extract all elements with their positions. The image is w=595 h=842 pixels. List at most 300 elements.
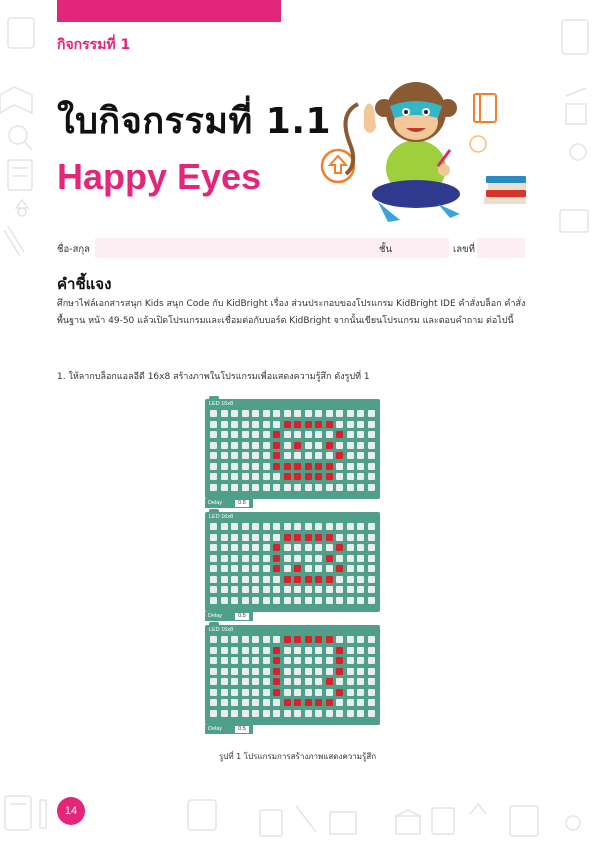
led-cell-off[interactable] <box>263 647 270 654</box>
led-cell-off[interactable] <box>210 431 217 438</box>
led-cell-off[interactable] <box>294 689 301 696</box>
led-cell-off[interactable] <box>315 689 322 696</box>
led-cell-off[interactable] <box>347 597 354 604</box>
led-cell-off[interactable] <box>284 668 291 675</box>
led-cell-off[interactable] <box>252 647 259 654</box>
led-cell-on[interactable] <box>315 421 322 428</box>
led-cell-off[interactable] <box>315 678 322 685</box>
led-cell-off[interactable] <box>357 523 364 530</box>
led-cell-off[interactable] <box>263 431 270 438</box>
led-cell-off[interactable] <box>336 484 343 491</box>
led-cell-off[interactable] <box>315 452 322 459</box>
led-cell-off[interactable] <box>368 597 375 604</box>
led-cell-off[interactable] <box>368 523 375 530</box>
led-cell-off[interactable] <box>326 431 333 438</box>
led-cell-off[interactable] <box>347 657 354 664</box>
led-cell-off[interactable] <box>273 636 280 643</box>
led-cell-on[interactable] <box>273 463 280 470</box>
led-cell-off[interactable] <box>221 555 228 562</box>
led-cell-off[interactable] <box>315 586 322 593</box>
led-cell-off[interactable] <box>210 689 217 696</box>
led-cell-off[interactable] <box>221 647 228 654</box>
led-cell-off[interactable] <box>347 699 354 706</box>
led-cell-off[interactable] <box>242 534 249 541</box>
led-cell-off[interactable] <box>336 699 343 706</box>
led-cell-off[interactable] <box>305 668 312 675</box>
led-cell-off[interactable] <box>347 544 354 551</box>
led-cell-on[interactable] <box>305 534 312 541</box>
led-cell-off[interactable] <box>305 431 312 438</box>
led-cell-off[interactable] <box>357 555 364 562</box>
led-cell-off[interactable] <box>368 431 375 438</box>
led-cell-on[interactable] <box>326 699 333 706</box>
led-cell-off[interactable] <box>242 699 249 706</box>
led-cell-off[interactable] <box>263 463 270 470</box>
led-cell-off[interactable] <box>347 555 354 562</box>
led-cell-off[interactable] <box>357 699 364 706</box>
led-cell-off[interactable] <box>284 565 291 572</box>
led-cell-off[interactable] <box>242 431 249 438</box>
led-cell-off[interactable] <box>368 668 375 675</box>
led-cell-off[interactable] <box>231 597 238 604</box>
led-cell-off[interactable] <box>273 699 280 706</box>
led-cell-off[interactable] <box>315 657 322 664</box>
led-cell-on[interactable] <box>294 463 301 470</box>
led-cell-off[interactable] <box>242 668 249 675</box>
led-cell-off[interactable] <box>231 452 238 459</box>
led-cell-on[interactable] <box>284 463 291 470</box>
led-cell-off[interactable] <box>231 565 238 572</box>
led-cell-on[interactable] <box>336 689 343 696</box>
led-cell-off[interactable] <box>242 544 249 551</box>
led-cell-on[interactable] <box>315 576 322 583</box>
led-cell-off[interactable] <box>315 442 322 449</box>
led-cell-off[interactable] <box>357 657 364 664</box>
led-cell-off[interactable] <box>305 657 312 664</box>
led-cell-on[interactable] <box>294 442 301 449</box>
led-cell-off[interactable] <box>221 710 228 717</box>
led-cell-off[interactable] <box>305 689 312 696</box>
led-cell-on[interactable] <box>315 463 322 470</box>
delay-block[interactable] <box>205 725 253 734</box>
led-cell-off[interactable] <box>368 442 375 449</box>
led-cell-off[interactable] <box>273 421 280 428</box>
led-cell-on[interactable] <box>326 534 333 541</box>
led-cell-off[interactable] <box>294 555 301 562</box>
led-cell-on[interactable] <box>273 647 280 654</box>
led-cell-off[interactable] <box>263 576 270 583</box>
led-cell-off[interactable] <box>221 442 228 449</box>
led-cell-off[interactable] <box>252 689 259 696</box>
led-cell-on[interactable] <box>315 473 322 480</box>
led-cell-off[interactable] <box>221 410 228 417</box>
led-cell-off[interactable] <box>242 565 249 572</box>
led-cell-off[interactable] <box>347 473 354 480</box>
led-cell-off[interactable] <box>368 636 375 643</box>
led-cell-off[interactable] <box>326 710 333 717</box>
led-cell-off[interactable] <box>326 484 333 491</box>
led-cell-off[interactable] <box>242 586 249 593</box>
led-cell-off[interactable] <box>284 484 291 491</box>
led-cell-off[interactable] <box>231 473 238 480</box>
led-cell-off[interactable] <box>242 636 249 643</box>
led-cell-off[interactable] <box>315 647 322 654</box>
led-cell-on[interactable] <box>273 657 280 664</box>
led-cell-off[interactable] <box>368 647 375 654</box>
led-cell-off[interactable] <box>368 710 375 717</box>
led-cell-off[interactable] <box>221 534 228 541</box>
led-cell-off[interactable] <box>315 431 322 438</box>
led-cell-off[interactable] <box>210 597 217 604</box>
led-cell-off[interactable] <box>242 678 249 685</box>
led-cell-off[interactable] <box>273 710 280 717</box>
led-cell-off[interactable] <box>347 534 354 541</box>
led-cell-on[interactable] <box>294 576 301 583</box>
led-cell-on[interactable] <box>336 544 343 551</box>
led-cell-off[interactable] <box>336 555 343 562</box>
led-cell-off[interactable] <box>347 484 354 491</box>
led-cell-on[interactable] <box>326 463 333 470</box>
led-cell-off[interactable] <box>263 421 270 428</box>
led-cell-off[interactable] <box>221 523 228 530</box>
led-cell-on[interactable] <box>284 699 291 706</box>
led-cell-off[interactable] <box>294 431 301 438</box>
led-block-2[interactable] <box>205 512 380 619</box>
led-cell-off[interactable] <box>242 484 249 491</box>
led-cell-off[interactable] <box>210 565 217 572</box>
led-cell-off[interactable] <box>210 544 217 551</box>
class-field[interactable] <box>397 238 449 258</box>
led-cell-off[interactable] <box>242 689 249 696</box>
led-cell-on[interactable] <box>294 473 301 480</box>
led-cell-off[interactable] <box>326 597 333 604</box>
led-cell-off[interactable] <box>231 647 238 654</box>
led-cell-off[interactable] <box>284 442 291 449</box>
led-cell-off[interactable] <box>336 523 343 530</box>
led-cell-on[interactable] <box>273 544 280 551</box>
led-cell-off[interactable] <box>326 544 333 551</box>
led-cell-on[interactable] <box>273 452 280 459</box>
led-cell-off[interactable] <box>221 689 228 696</box>
led-cell-off[interactable] <box>252 636 259 643</box>
led-cell-on[interactable] <box>294 565 301 572</box>
led-cell-off[interactable] <box>252 421 259 428</box>
led-cell-on[interactable] <box>326 442 333 449</box>
led-cell-off[interactable] <box>357 710 364 717</box>
led-cell-off[interactable] <box>336 636 343 643</box>
led-cell-off[interactable] <box>294 657 301 664</box>
led-cell-off[interactable] <box>315 597 322 604</box>
led-cell-off[interactable] <box>263 710 270 717</box>
led-cell-off[interactable] <box>284 710 291 717</box>
led-cell-on[interactable] <box>294 534 301 541</box>
led-cell-off[interactable] <box>231 689 238 696</box>
led-cell-off[interactable] <box>336 410 343 417</box>
led-cell-on[interactable] <box>284 473 291 480</box>
led-cell-off[interactable] <box>221 473 228 480</box>
led-cell-off[interactable] <box>368 586 375 593</box>
led-cell-off[interactable] <box>210 710 217 717</box>
led-cell-off[interactable] <box>263 484 270 491</box>
led-cell-on[interactable] <box>315 636 322 643</box>
led-cell-off[interactable] <box>231 523 238 530</box>
led-cell-off[interactable] <box>357 668 364 675</box>
led-cell-off[interactable] <box>231 410 238 417</box>
led-cell-off[interactable] <box>315 523 322 530</box>
led-cell-on[interactable] <box>273 668 280 675</box>
led-cell-on[interactable] <box>294 699 301 706</box>
led-cell-on[interactable] <box>273 689 280 696</box>
led-cell-off[interactable] <box>336 710 343 717</box>
delay-value-input[interactable]: 0.5 <box>235 613 249 620</box>
led-cell-off[interactable] <box>357 452 364 459</box>
led-grid[interactable] <box>210 523 375 604</box>
led-cell-off[interactable] <box>305 484 312 491</box>
led-cell-off[interactable] <box>242 597 249 604</box>
led-cell-off[interactable] <box>210 523 217 530</box>
led-cell-off[interactable] <box>336 442 343 449</box>
led-cell-off[interactable] <box>252 565 259 572</box>
led-cell-off[interactable] <box>305 544 312 551</box>
led-cell-on[interactable] <box>305 576 312 583</box>
led-cell-on[interactable] <box>336 565 343 572</box>
led-cell-off[interactable] <box>242 410 249 417</box>
led-cell-on[interactable] <box>294 421 301 428</box>
led-cell-off[interactable] <box>305 410 312 417</box>
led-cell-off[interactable] <box>326 668 333 675</box>
led-cell-off[interactable] <box>368 534 375 541</box>
led-cell-off[interactable] <box>221 565 228 572</box>
led-cell-off[interactable] <box>357 473 364 480</box>
led-cell-off[interactable] <box>294 710 301 717</box>
led-cell-on[interactable] <box>326 636 333 643</box>
led-cell-off[interactable] <box>357 534 364 541</box>
led-cell-off[interactable] <box>305 647 312 654</box>
led-cell-off[interactable] <box>263 534 270 541</box>
led-cell-off[interactable] <box>315 544 322 551</box>
led-cell-off[interactable] <box>368 565 375 572</box>
led-cell-off[interactable] <box>231 699 238 706</box>
led-cell-on[interactable] <box>336 452 343 459</box>
led-cell-off[interactable] <box>231 442 238 449</box>
led-cell-off[interactable] <box>368 463 375 470</box>
led-cell-off[interactable] <box>347 442 354 449</box>
led-cell-off[interactable] <box>368 544 375 551</box>
led-block-1[interactable] <box>205 399 380 506</box>
led-cell-off[interactable] <box>368 657 375 664</box>
led-cell-off[interactable] <box>252 473 259 480</box>
led-cell-off[interactable] <box>347 565 354 572</box>
led-cell-off[interactable] <box>252 463 259 470</box>
led-cell-off[interactable] <box>357 463 364 470</box>
led-cell-off[interactable] <box>231 678 238 685</box>
led-cell-off[interactable] <box>326 586 333 593</box>
led-cell-off[interactable] <box>221 597 228 604</box>
led-cell-off[interactable] <box>326 647 333 654</box>
led-cell-off[interactable] <box>221 678 228 685</box>
led-cell-off[interactable] <box>305 452 312 459</box>
led-cell-off[interactable] <box>221 463 228 470</box>
led-cell-off[interactable] <box>305 586 312 593</box>
led-cell-off[interactable] <box>231 668 238 675</box>
led-cell-off[interactable] <box>347 410 354 417</box>
delay-block[interactable] <box>205 499 253 508</box>
led-cell-off[interactable] <box>305 523 312 530</box>
led-cell-on[interactable] <box>294 636 301 643</box>
led-cell-off[interactable] <box>231 710 238 717</box>
led-cell-off[interactable] <box>210 636 217 643</box>
led-cell-on[interactable] <box>273 555 280 562</box>
led-cell-off[interactable] <box>294 523 301 530</box>
led-cell-off[interactable] <box>252 410 259 417</box>
led-cell-off[interactable] <box>294 586 301 593</box>
led-cell-on[interactable] <box>305 636 312 643</box>
led-cell-on[interactable] <box>284 576 291 583</box>
led-cell-off[interactable] <box>347 678 354 685</box>
led-cell-off[interactable] <box>273 523 280 530</box>
led-cell-off[interactable] <box>221 576 228 583</box>
led-cell-off[interactable] <box>357 421 364 428</box>
led-cell-off[interactable] <box>210 410 217 417</box>
led-cell-off[interactable] <box>221 431 228 438</box>
led-cell-off[interactable] <box>315 484 322 491</box>
led-cell-off[interactable] <box>263 410 270 417</box>
led-cell-off[interactable] <box>336 597 343 604</box>
led-cell-off[interactable] <box>263 523 270 530</box>
led-cell-off[interactable] <box>263 544 270 551</box>
led-cell-on[interactable] <box>336 657 343 664</box>
delay-value-input[interactable]: 0.5 <box>235 500 249 507</box>
led-cell-off[interactable] <box>252 523 259 530</box>
led-cell-off[interactable] <box>336 576 343 583</box>
led-cell-off[interactable] <box>294 544 301 551</box>
led-cell-off[interactable] <box>305 442 312 449</box>
led-cell-off[interactable] <box>242 421 249 428</box>
led-cell-off[interactable] <box>347 636 354 643</box>
led-cell-off[interactable] <box>210 421 217 428</box>
led-cell-off[interactable] <box>294 452 301 459</box>
led-cell-off[interactable] <box>210 699 217 706</box>
led-cell-off[interactable] <box>221 699 228 706</box>
led-cell-off[interactable] <box>357 689 364 696</box>
led-cell-on[interactable] <box>336 668 343 675</box>
led-cell-off[interactable] <box>242 473 249 480</box>
led-cell-on[interactable] <box>273 442 280 449</box>
led-cell-on[interactable] <box>326 421 333 428</box>
led-cell-on[interactable] <box>273 431 280 438</box>
led-cell-off[interactable] <box>210 647 217 654</box>
led-cell-off[interactable] <box>326 565 333 572</box>
led-cell-off[interactable] <box>252 710 259 717</box>
led-cell-off[interactable] <box>231 534 238 541</box>
led-cell-off[interactable] <box>294 597 301 604</box>
led-cell-on[interactable] <box>273 678 280 685</box>
led-cell-off[interactable] <box>357 410 364 417</box>
led-cell-off[interactable] <box>284 689 291 696</box>
led-cell-off[interactable] <box>242 647 249 654</box>
led-cell-off[interactable] <box>221 657 228 664</box>
led-grid[interactable] <box>210 636 375 717</box>
led-cell-off[interactable] <box>368 484 375 491</box>
led-cell-off[interactable] <box>357 484 364 491</box>
led-cell-off[interactable] <box>231 576 238 583</box>
led-cell-off[interactable] <box>357 565 364 572</box>
led-cell-off[interactable] <box>242 710 249 717</box>
led-cell-off[interactable] <box>284 647 291 654</box>
number-field[interactable] <box>477 238 525 258</box>
led-cell-off[interactable] <box>252 678 259 685</box>
led-cell-off[interactable] <box>210 463 217 470</box>
led-cell-off[interactable] <box>221 586 228 593</box>
led-cell-off[interactable] <box>252 534 259 541</box>
led-cell-off[interactable] <box>347 463 354 470</box>
led-cell-off[interactable] <box>357 647 364 654</box>
led-cell-off[interactable] <box>315 565 322 572</box>
led-cell-off[interactable] <box>231 586 238 593</box>
led-cell-off[interactable] <box>221 421 228 428</box>
led-cell-off[interactable] <box>368 576 375 583</box>
led-cell-off[interactable] <box>347 421 354 428</box>
led-cell-off[interactable] <box>242 555 249 562</box>
led-cell-off[interactable] <box>252 597 259 604</box>
led-cell-off[interactable] <box>284 452 291 459</box>
led-grid[interactable] <box>210 410 375 491</box>
led-cell-on[interactable] <box>315 534 322 541</box>
led-cell-off[interactable] <box>357 544 364 551</box>
led-cell-off[interactable] <box>368 421 375 428</box>
led-cell-off[interactable] <box>231 484 238 491</box>
led-cell-off[interactable] <box>336 678 343 685</box>
led-cell-off[interactable] <box>263 668 270 675</box>
led-cell-off[interactable] <box>210 473 217 480</box>
led-cell-off[interactable] <box>221 636 228 643</box>
led-cell-off[interactable] <box>252 576 259 583</box>
led-cell-off[interactable] <box>284 544 291 551</box>
led-cell-off[interactable] <box>368 699 375 706</box>
led-cell-off[interactable] <box>357 636 364 643</box>
led-cell-off[interactable] <box>368 678 375 685</box>
led-cell-off[interactable] <box>221 484 228 491</box>
led-cell-off[interactable] <box>221 452 228 459</box>
led-cell-off[interactable] <box>252 484 259 491</box>
led-cell-off[interactable] <box>263 657 270 664</box>
led-cell-off[interactable] <box>242 442 249 449</box>
led-cell-off[interactable] <box>368 689 375 696</box>
led-cell-off[interactable] <box>231 421 238 428</box>
led-cell-on[interactable] <box>305 473 312 480</box>
led-cell-off[interactable] <box>252 442 259 449</box>
led-cell-off[interactable] <box>347 647 354 654</box>
led-cell-off[interactable] <box>357 576 364 583</box>
led-cell-on[interactable] <box>284 421 291 428</box>
led-cell-off[interactable] <box>347 452 354 459</box>
led-cell-on[interactable] <box>305 463 312 470</box>
led-cell-off[interactable] <box>347 710 354 717</box>
led-cell-off[interactable] <box>210 484 217 491</box>
led-cell-off[interactable] <box>252 657 259 664</box>
led-cell-off[interactable] <box>347 523 354 530</box>
led-cell-off[interactable] <box>294 647 301 654</box>
led-cell-off[interactable] <box>252 586 259 593</box>
led-cell-off[interactable] <box>305 555 312 562</box>
led-cell-off[interactable] <box>284 597 291 604</box>
led-cell-off[interactable] <box>231 657 238 664</box>
led-cell-off[interactable] <box>273 410 280 417</box>
led-cell-on[interactable] <box>336 647 343 654</box>
led-cell-off[interactable] <box>273 597 280 604</box>
led-cell-off[interactable] <box>315 555 322 562</box>
led-cell-off[interactable] <box>231 463 238 470</box>
